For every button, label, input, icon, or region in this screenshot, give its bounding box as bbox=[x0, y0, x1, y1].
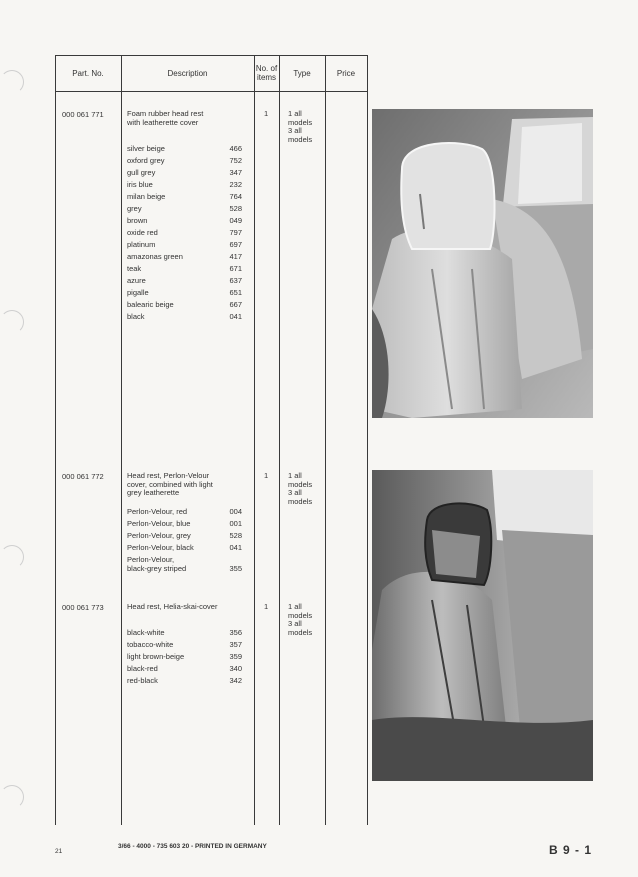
quantity: 1 bbox=[264, 471, 269, 480]
list-item: milan beige 764 bbox=[127, 192, 242, 201]
header-type: Type bbox=[293, 68, 311, 78]
column-divider bbox=[367, 55, 368, 825]
section-code: B 9 - 1 bbox=[549, 843, 593, 857]
binder-hole bbox=[0, 785, 24, 809]
parts-table bbox=[55, 55, 368, 825]
description: Foam rubber head rest with leatherette cover bbox=[127, 109, 204, 127]
column-divider bbox=[325, 55, 326, 825]
header-items: No. of items bbox=[255, 64, 278, 82]
list-item: gull grey 347 bbox=[127, 168, 242, 177]
description: Head rest, Perlon-Velour cover, combined with light grey leatherette bbox=[127, 471, 213, 497]
list-item: grey 528 bbox=[127, 204, 242, 213]
type: 1 all models 3 all models bbox=[288, 471, 313, 506]
header-part-no: Part. No. bbox=[72, 68, 104, 78]
list-item: teak 671 bbox=[127, 264, 242, 273]
binder-hole bbox=[0, 545, 24, 569]
header-description: Description bbox=[167, 68, 208, 78]
list-item: azure 637 bbox=[127, 276, 242, 285]
part-number: 000 061 772 bbox=[62, 472, 104, 481]
quantity: 1 bbox=[264, 602, 269, 611]
list-item: Perlon-Velour, black-grey striped 355 bbox=[127, 555, 242, 573]
headrest-velour-photo bbox=[372, 470, 593, 781]
list-item: amazonas green 417 bbox=[127, 252, 242, 261]
list-item: silver beige 466 bbox=[127, 144, 242, 153]
list-item: balearic beige 667 bbox=[127, 300, 242, 309]
quantity: 1 bbox=[264, 109, 269, 118]
list-item: platinum 697 bbox=[127, 240, 242, 249]
list-item: black-red 340 bbox=[127, 664, 242, 673]
print-info: 3/66 - 4000 - 735 603 20 - PRINTED IN GERMANY bbox=[118, 843, 267, 850]
list-item: black-white 356 bbox=[127, 628, 242, 637]
list-item: light brown-beige 359 bbox=[127, 652, 242, 661]
header-divider bbox=[55, 91, 368, 92]
page-number: 21 bbox=[55, 848, 63, 855]
list-item: pigalle 651 bbox=[127, 288, 242, 297]
list-item: Perlon-Velour, blue 001 bbox=[127, 519, 242, 528]
list-item: brown 049 bbox=[127, 216, 242, 225]
list-item: Perlon-Velour, grey 528 bbox=[127, 531, 242, 540]
binder-hole bbox=[0, 70, 24, 94]
part-number: 000 061 771 bbox=[62, 110, 104, 119]
list-item: tobacco-white 357 bbox=[127, 640, 242, 649]
list-item: red-black 342 bbox=[127, 676, 242, 685]
type: 1 all models 3 all models bbox=[288, 109, 313, 144]
column-divider bbox=[55, 55, 56, 825]
column-divider bbox=[279, 55, 280, 825]
header-price: Price bbox=[336, 68, 356, 78]
list-item: Perlon-Velour, black 041 bbox=[127, 543, 242, 552]
column-divider bbox=[121, 55, 122, 825]
headrest-leatherette-photo bbox=[372, 109, 593, 418]
list-item: oxide red 797 bbox=[127, 228, 242, 237]
list-item: Perlon-Velour, red 004 bbox=[127, 507, 242, 516]
list-item: black 041 bbox=[127, 312, 242, 321]
list-item: oxford grey 752 bbox=[127, 156, 242, 165]
description: Head rest, Helia-skai-cover bbox=[127, 602, 218, 611]
list-item: iris blue 232 bbox=[127, 180, 242, 189]
column-divider bbox=[254, 55, 255, 825]
type: 1 all models 3 all models bbox=[288, 602, 313, 637]
part-number: 000 061 773 bbox=[62, 603, 104, 612]
binder-hole bbox=[0, 310, 24, 334]
